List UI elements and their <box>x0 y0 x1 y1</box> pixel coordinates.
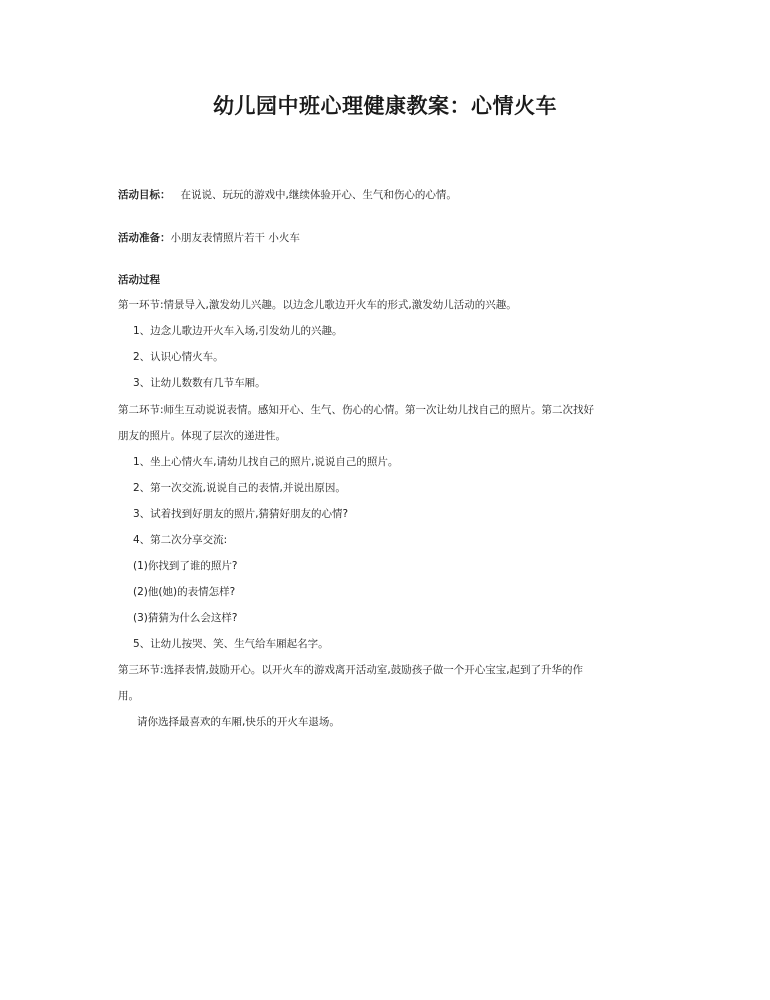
stage2-subitem: (1)你找到了谁的照片? <box>133 560 238 572</box>
activity-goal-text: 在说说、玩玩的游戏中,继续体验开心、生气和伤心的心情。 <box>180 189 457 201</box>
stage2-subitem: (2)他(她)的表情怎样? <box>133 586 236 598</box>
stage2-item: 4、第二次分享交流: <box>133 534 228 546</box>
stage3-intro-line1: 第三环节:选择表情,鼓励开心。以开火车的游戏离开活动室,鼓励孩子做一个开心宝宝,起到了升华的作 <box>118 664 584 676</box>
stage1-intro: 第一环节:情景导入,激发幼儿兴趣。以边念儿歌边开火车的形式,激发幼儿活动的兴趣。 <box>118 299 517 311</box>
stage1-item: 2、认识心情火车。 <box>133 351 224 363</box>
activity-goal-label: 活动目标： <box>118 189 171 201</box>
document-title: 幼儿园中班心理健康教案：心情火车 <box>213 94 557 118</box>
stage2-item: 3、试着找到好朋友的照片,猜猜好朋友的心情? <box>133 508 349 520</box>
stage2-intro-line2: 朋友的照片。体现了层次的递进性。 <box>118 430 286 442</box>
activity-goal <box>118 188 457 202</box>
stage1-item: 3、让幼儿数数有几节车厢。 <box>133 377 266 389</box>
stage2-intro-line1: 第二环节:师生互动说说表情。感知开心、生气、伤心的心情。第一次让幼儿找自己的照片。第二次找好 <box>118 404 595 416</box>
activity-prep <box>118 231 300 245</box>
process-heading: 活动过程 <box>118 274 160 286</box>
stage3-closing: 请你选择最喜欢的车厢,快乐的开火车退场。 <box>137 716 340 728</box>
stage2-item: 1、坐上心情火车,请幼儿找自己的照片,说说自己的照片。 <box>133 456 399 468</box>
stage1-item: 1、边念儿歌边开火车入场,引发幼儿的兴趣。 <box>133 325 343 337</box>
activity-prep-label: 活动准备： <box>118 232 171 244</box>
stage2-item: 5、让幼儿按哭、笑、生气给车厢起名字。 <box>133 638 329 650</box>
activity-prep-text: 小朋友表情照片若干 小火车 <box>170 232 300 244</box>
stage2-item: 2、第一次交流,说说自己的表情,并说出原因。 <box>133 482 346 494</box>
stage2-subitem: (3)猜猜为什么会这样? <box>133 612 238 624</box>
stage3-intro-line2: 用。 <box>118 690 139 702</box>
